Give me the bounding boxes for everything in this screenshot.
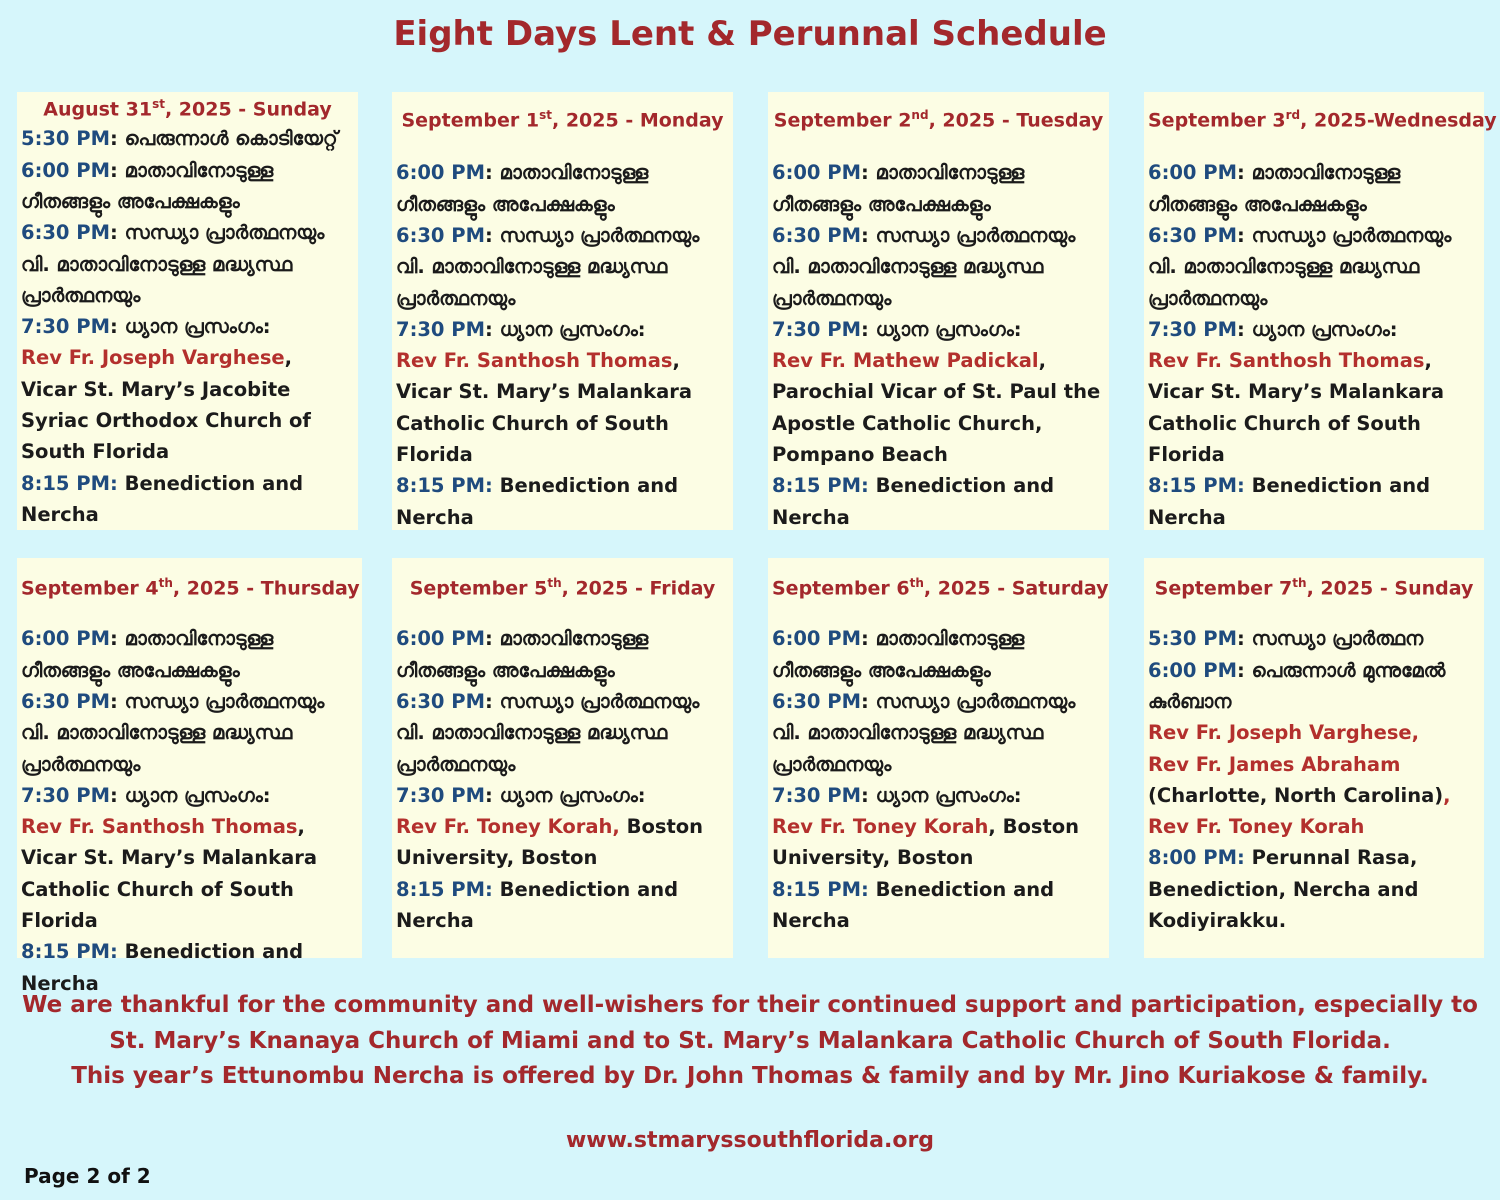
speaker-affiliation: , Boston University, Boston [772,815,1080,870]
page-number: Page 2 of 2 [24,1164,151,1188]
date-suffix: th [547,576,562,590]
schedule-item [396,780,729,811]
speaker-name: Rev Fr. Mathew Padickal [772,349,1039,373]
event-description: Benediction and Nercha [21,940,304,995]
date-weekday: , 2025 - Sunday [1306,577,1474,600]
schedule-item [21,311,354,342]
event-description: സന്ധ്യാ പ്രാർത്ഥനയും വി. മാതാവിനോടുള്ള മദ്ധ്യസ്ഥ പ്രാർത്ഥനയും [772,689,1076,776]
event-description: ധ്യാന പ്രസംഗം: [124,315,271,339]
event-time: 6:00 PM [772,627,861,651]
time-separator: : [110,689,125,713]
event-description: ധ്യാന പ്രസംഗം: [875,783,1022,807]
event-description: മാതാവിനോടുള്ള ഗീതങ്ങളും അപേക്ഷകളും [396,161,649,216]
schedule-item [396,623,729,686]
schedule-item [1148,470,1480,533]
schedule-item [1148,623,1480,654]
time-separator: : [861,627,876,651]
event-description: ധ്യാന പ്രസംഗം: [499,317,646,341]
schedule-item [396,686,729,780]
schedule-item [21,155,354,218]
schedule-item [1148,717,1480,748]
schedule-item [21,342,354,467]
schedule-item [21,123,354,154]
day-card-title [1148,108,1497,132]
event-time: 6:30 PM [772,689,861,713]
thanks-line: This year’s Ettunombu Nercha is offered by Dr. John Thomas & family and by Mr. Jino Kuriakose & family. [71,1063,1429,1089]
speaker-name: Rev Fr. Joseph Varghese, [1148,721,1420,745]
event-time: 8:15 PM: [396,474,493,498]
event-description: ധ്യാന പ്രസംഗം: [499,783,646,807]
day-card-body [396,157,729,533]
day-card [17,92,358,530]
separator-comma: , [1443,783,1451,807]
event-time: 5:30 PM [21,127,110,151]
date-text: September 2 [773,109,912,132]
speaker-name: Rev Fr. Toney Korah [772,815,989,839]
time-separator: : [861,689,876,713]
schedule-item [772,345,1105,470]
event-description: പെരുന്നാൾ മുന്നുമേൽ കുർബാന [1148,658,1446,713]
event-description: സന്ധ്യാ പ്രാർത്ഥനയും വി. മാതാവിനോടുള്ള മദ്ധ്യസ്ഥ പ്രാർത്ഥനയും [396,689,700,776]
date-text: August 31 [43,98,153,121]
day-card-title [772,108,1105,131]
schedule-item [772,623,1105,686]
schedule-item [772,220,1105,314]
time-separator: : [1237,161,1252,185]
website-link[interactable]: www.stmaryssouthflorida.org [565,1128,935,1153]
day-card [392,92,733,530]
event-description: സന്ധ്യാ പ്രാർത്ഥനയും വി. മാതാവിനോടുള്ള മദ്ധ്യസ്ഥ പ്രാർത്ഥനയും [1148,223,1452,310]
date-weekday: , 2025 - Friday [561,577,716,600]
event-description: സന്ധ്യാ പ്രാർത്ഥനയും വി. മാതാവിനോടുള്ള മദ്ധ്യസ്ഥ പ്രാർത്ഥനയും [396,223,700,310]
event-time: 7:30 PM [21,315,110,339]
schedule-item [21,623,358,686]
schedule-item [1148,655,1480,718]
event-time: 8:15 PM: [772,474,869,498]
time-separator: : [485,223,500,247]
date-suffix: th [158,576,173,590]
schedule-item [1148,220,1480,314]
time-separator: : [110,315,125,339]
time-separator: : [110,158,125,182]
event-time: 6:00 PM [396,161,485,185]
speaker-affiliation: Boston University, Boston [396,815,704,870]
schedule-item [1148,811,1480,842]
time-separator: : [485,689,500,713]
schedule-item [21,780,358,811]
event-time: 6:30 PM [396,223,485,247]
event-description: Benediction and Nercha [772,877,1055,932]
time-separator: : [861,783,876,807]
event-time: 6:30 PM [772,223,861,247]
date-suffix: th [909,576,924,590]
date-weekday: , 2025 - Tuesday [928,109,1104,132]
schedule-item [21,468,354,531]
event-description: ധ്യാന പ്രസംഗം: [875,317,1022,341]
date-text: September 1 [401,109,540,132]
thanks-line: St. Mary’s Knanaya Church of Miami and to St. Mary’s Malankara Catholic Church of South Florida. [109,1027,1391,1054]
schedule-item [396,470,729,533]
time-separator: : [485,783,500,807]
event-description: മാതാവിനോടുള്ള ഗീതങ്ങളും അപേക്ഷകളും [772,627,1025,682]
time-separator: : [1237,658,1252,682]
event-time: 8:15 PM: [21,940,118,964]
date-text: September 3 [1148,109,1286,132]
speaker-affiliation: , Parochial Vicar of St. Paul the Apostle Catholic Church, Pompano Beach [772,349,1101,466]
page-title: Eight Days Lent & Perunnal Schedule [393,14,1107,54]
schedule-item [1148,780,1480,811]
event-description: സന്ധ്യാ പ്രാർത്ഥന [1251,627,1424,651]
date-weekday: , 2025 - Saturday [923,577,1109,600]
day-card-title [396,576,729,599]
event-time: 8:15 PM: [396,877,493,901]
date-suffix: st [539,108,552,122]
schedule-item [396,157,729,220]
time-separator: : [861,161,876,185]
event-time: 8:15 PM: [21,471,118,495]
event-time: 6:00 PM [1148,658,1237,682]
event-description: Benediction and Nercha [772,474,1055,529]
day-card-body [21,623,358,999]
speaker-affiliation: (Charlotte, North Carolina) [1148,783,1444,807]
event-description: മാതാവിനോടുള്ള ഗീതങ്ങളും അപേക്ഷകളും [772,161,1025,216]
day-card-title [21,97,354,120]
day-card-title [1148,576,1480,599]
speaker-name: Rev Fr. Santhosh Thomas [21,815,298,839]
schedule-item [396,811,729,874]
schedule-item [396,220,729,314]
event-time: 6:30 PM [1148,223,1237,247]
day-card-body [1148,623,1480,936]
event-description: Benediction and Nercha [1148,474,1431,529]
day-card-body [396,623,729,936]
schedule-item [1148,314,1480,345]
event-description: ധ്യാന പ്രസംഗം: [124,783,271,807]
schedule-item [21,811,358,936]
speaker-name: Rev Fr. Santhosh Thomas [396,349,673,373]
event-description: മാതാവിനോടുള്ള ഗീതങ്ങളും അപേക്ഷകളും [21,158,274,213]
time-separator: : [861,317,876,341]
event-time: 7:30 PM [772,317,861,341]
event-time: 5:30 PM [1148,627,1237,651]
day-card [768,92,1109,530]
schedule-item [772,811,1105,874]
event-time: 6:00 PM [21,627,110,651]
schedule-item [772,470,1105,533]
time-separator: : [485,627,500,651]
event-description: പെരുന്നാൾ കൊടിയേറ്റ് [124,127,338,151]
event-description: സന്ധ്യാ പ്രാർത്ഥനയും വി. മാതാവിനോടുള്ള മദ്ധ്യസ്ഥ പ്രാർത്ഥനയും [21,221,325,307]
date-weekday: , 2025-Wednesday [1300,109,1497,132]
day-card-body [772,623,1105,936]
event-time: 7:30 PM [21,783,110,807]
date-suffix: st [152,97,165,111]
event-description: സന്ധ്യാ പ്രാർത്ഥനയും വി. മാതാവിനോടുള്ള മദ്ധ്യസ്ഥ പ്രാർത്ഥനയും [772,223,1076,310]
event-description: സന്ധ്യാ പ്രാർത്ഥനയും വി. മാതാവിനോടുള്ള മദ്ധ്യസ്ഥ പ്രാർത്ഥനയും [21,689,325,776]
schedule-item [21,686,358,780]
time-separator: : [110,627,125,651]
day-card-title [772,576,1109,600]
date-text: September 4 [21,577,159,600]
schedule-item [772,686,1105,780]
time-separator: : [1237,317,1252,341]
speaker-affiliation: , Vicar St. Mary’s Malankara Catholic Church of South Florida [1148,349,1445,466]
event-time: 6:00 PM [21,158,110,182]
date-text: September 7 [1154,577,1293,600]
event-description: Benediction and Nercha [396,474,679,529]
date-suffix: rd [1285,108,1301,122]
event-description: ധ്യാന പ്രസംഗം: [1251,317,1398,341]
event-description: മാതാവിനോടുള്ള ഗീതങ്ങളും അപേക്ഷകളും [396,627,649,682]
schedule-item [1148,749,1480,780]
event-time: 6:30 PM [21,221,110,245]
date-weekday: , 2025 - Monday [551,109,724,132]
schedule-item [396,345,729,470]
time-separator: : [110,221,125,245]
speaker-name: Rev Fr. Joseph Varghese [21,346,285,370]
speaker-name: Rev Fr. Toney Korah [1148,815,1365,839]
day-card [1144,558,1484,958]
event-time: 6:30 PM [396,689,485,713]
event-time: 7:30 PM [396,317,485,341]
event-time: 7:30 PM [772,783,861,807]
day-card-title [21,576,358,599]
event-description: Benediction and Nercha [21,471,304,526]
event-description: മാതാവിനോടുള്ള ഗീതങ്ങളും അപേക്ഷകളും [1148,161,1401,216]
day-card-body [21,123,354,530]
event-time: 6:00 PM [396,627,485,651]
schedule-item [772,314,1105,345]
time-separator: : [861,223,876,247]
date-weekday: , 2025 - Sunday [164,98,332,121]
schedule-item [1148,157,1480,220]
schedule-item [772,780,1105,811]
event-time: 6:30 PM [21,689,110,713]
event-time: 6:00 PM [1148,161,1237,185]
thanks-line: We are thankful for the community and well-wishers for their continued support and participation, especially to [22,992,1478,1018]
schedule-item [21,217,354,311]
time-separator: : [485,161,500,185]
event-description: മാതാവിനോടുള്ള ഗീതങ്ങളും അപേക്ഷകളും [21,627,274,682]
time-separator: : [485,317,500,341]
day-card [392,558,733,958]
schedule-item [1148,345,1480,470]
date-weekday: , 2025 - Thursday [172,577,360,600]
schedule-item [396,314,729,345]
time-separator: : [1237,223,1252,247]
day-card [768,558,1109,958]
thanks-message [0,988,1500,1095]
event-time: 7:30 PM [396,783,485,807]
event-description: Perunnal Rasa, Benediction, Nercha and Kodiyirakku. [1148,846,1419,932]
event-time: 8:00 PM: [1148,846,1245,870]
day-card-body [772,157,1105,533]
date-suffix: th [1292,576,1307,590]
event-description: Benediction and Nercha [396,877,679,932]
speaker-affiliation: , Vicar St. Mary’s Malankara Catholic Church of South Florida [396,349,693,466]
event-time: 8:15 PM: [1148,474,1245,498]
day-card [17,558,362,995]
speaker-affiliation: , Vicar St. Mary’s Jacobite Syriac Orthodox Church of South Florida [21,346,311,464]
event-time: 8:15 PM: [772,877,869,901]
speaker-affiliation: , Vicar St. Mary’s Malankara Catholic Church of South Florida [21,815,318,932]
schedule-item [396,874,729,937]
day-card [1144,92,1497,530]
speaker-name: Rev Fr. James Abraham [1148,752,1401,776]
day-card-body [1148,157,1480,533]
schedule-item [772,874,1105,937]
speaker-name: Rev Fr. Toney Korah, [396,815,620,839]
time-separator: : [1237,627,1252,651]
time-separator: : [110,783,125,807]
event-time: 6:00 PM [772,161,861,185]
time-separator: : [110,127,125,151]
event-time: 7:30 PM [1148,317,1237,341]
schedule-item [1148,842,1480,936]
date-suffix: nd [911,108,929,122]
schedule-item [772,157,1105,220]
speaker-name: Rev Fr. Santhosh Thomas [1148,349,1425,373]
date-text: September 6 [772,577,910,600]
day-card-title [396,108,729,131]
date-text: September 5 [409,577,548,600]
